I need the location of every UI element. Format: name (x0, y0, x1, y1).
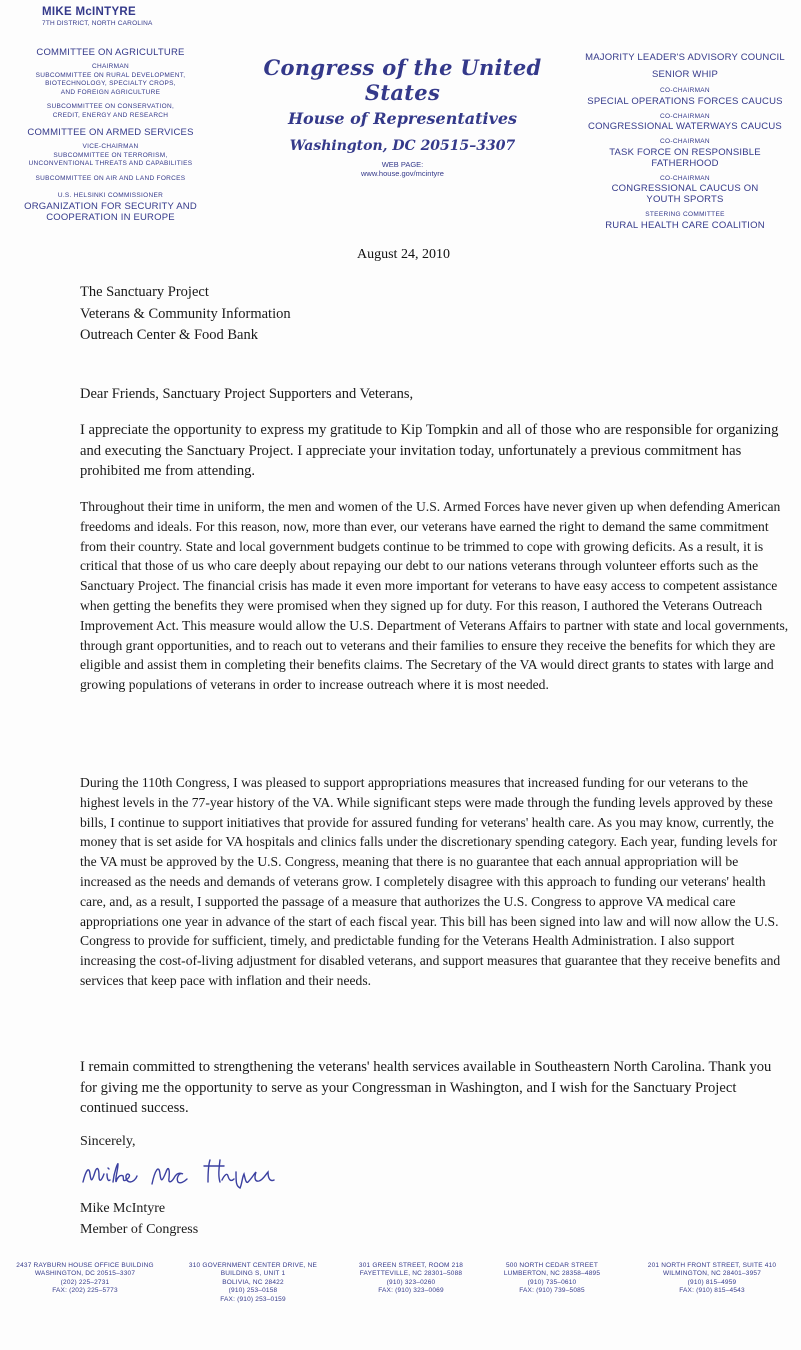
office-address (10, 1262, 160, 1296)
caucus-role: CO-CHAIRMAN (660, 174, 710, 182)
signer-name: Mike McIntyre (80, 1201, 166, 1216)
address-line: (910) 253–0158 (228, 1287, 278, 1295)
caucus-role: CO-CHAIRMAN (660, 112, 710, 120)
recipient-line: The Sanctuary Project (80, 284, 209, 300)
advisory-council: MAJORITY LEADER'S ADVISORY COUNCIL (585, 52, 785, 63)
signer-title: Member of Congress (80, 1222, 199, 1237)
caucus-role: CO-CHAIRMAN (660, 87, 710, 94)
osce-line: ORGANIZATION FOR SECURITY AND (24, 200, 197, 212)
caucus-name: CONGRESSIONAL WATERWAYS CAUCUS (588, 121, 782, 132)
office-address (487, 1262, 617, 1296)
committee-armed-services: COMMITTEE ON ARMED SERVICES (27, 127, 194, 138)
recipient-block (80, 282, 790, 347)
agriculture-sub-line: AND FOREIGN AGRICULTURE (60, 88, 161, 96)
caucus-role: CO-CHAIRMAN (660, 138, 710, 145)
member-name: MIKE McINTYRE (42, 6, 136, 18)
caucus-name: YOUTH SPORTS (646, 194, 724, 205)
armed-services-sub-line: SUBCOMMITTEE ON TERRORISM, (53, 151, 168, 159)
address-line: WASHINGTON, DC 20515–3307 (34, 1270, 136, 1278)
office-address (632, 1262, 792, 1296)
letter-date: August 24, 2010 (357, 247, 450, 262)
handwritten-signature (80, 1152, 320, 1192)
signer-block (80, 1198, 790, 1240)
address-line: FAYETTEVILLE, NC 28301–5088 (359, 1270, 463, 1278)
agriculture-sub-line: CREDIT, ENERGY AND RESEARCH (52, 111, 169, 119)
address-line: 310 GOVERNMENT CENTER DRIVE, NE (188, 1262, 318, 1269)
agriculture-role: CHAIRMAN (91, 63, 130, 70)
office-address (182, 1262, 324, 1304)
paragraph-3: During the 110th Congress, I was pleased to support appropriations measures that increased funding for our veterans to the highest levels in the 77-year history of the VA. While significant steps were made through the funding levels approved by these bills, I continue to support initiatives that provide for assured funding for veterans' health care. As you may know, currently, the money that is set aside for VA hospitals and clinics falls under the discretionary spending category. Each year, funding levels for the VA must be approved by the U.S. Congress, meaning that there is no guarantee that each annual appropriation will be increased as the needs and demands of veterans grow. I completely disagree with this approach to funding our veterans' health care, and, as a result, I supported the passage of a measure that authorizes the U.S. Congress to approve VA medical care appropriations one year in advance of the start of each fiscal year. This bill has been signed into law and will now allow the U.S. Congress to provide for sufficient, timely, and predictable funding for the Veterans Health Administration. I also support increasing the cost-of-living adjustment for disabled veterans, and support measures that guarantee that they receive benefits and services that keep pace with inflation and their needs. (80, 775, 781, 988)
address-line: (910) 815–4959 (687, 1278, 737, 1286)
salutation: Dear Friends, Sanctuary Project Supporters and Veterans, (80, 386, 414, 402)
recipient-line: Veterans & Community Information (80, 305, 291, 322)
address-line: FAX: (202) 225–5773 (52, 1287, 118, 1295)
address-line: BOLIVIA, NC 28422 (222, 1278, 284, 1286)
caucus-name: CONGRESSIONAL CAUCUS ON (611, 183, 759, 194)
caucus-name: SPECIAL OPERATIONS FORCES CAUCUS (587, 95, 783, 107)
house-title: House of Representatives (287, 109, 518, 128)
congress-title: Congress of the United States (263, 55, 542, 105)
address-line: FAX: (910) 815–4543 (679, 1287, 745, 1295)
address-line: FAX: (910) 253–0159 (220, 1295, 286, 1303)
address-line: (202) 225–2731 (60, 1278, 110, 1286)
armed-services-role: VICE-CHAIRMAN (82, 143, 139, 150)
agriculture-sub-line: BIOTECHNOLOGY, SPECIALTY CROPS, (45, 80, 176, 87)
caucus-name: RURAL HEALTH CARE COALITION (605, 219, 765, 231)
committee-agriculture: COMMITTEE ON AGRICULTURE (36, 47, 185, 58)
caucus-name: TASK FORCE ON RESPONSIBLE (609, 146, 761, 158)
address-line: FAX: (910) 739–5085 (519, 1287, 585, 1295)
paragraph-1: I appreciate the opportunity to express my gratitude to Kip Tompkin and all of those who are responsible for organizing and executing the Sanctuary Project. I appreciate your invitation today, unfortunately a previous commitment has prohibited me from attending. (80, 422, 779, 480)
senior-whip: SENIOR WHIP (651, 69, 719, 80)
washington-address: Washington, DC 20515–3307 (289, 138, 516, 154)
address-line: 201 NORTH FRONT STREET, SUITE 410 (647, 1262, 777, 1269)
letterhead-right (577, 52, 793, 231)
address-line: LUMBERTON, NC 28358–4895 (503, 1270, 601, 1278)
agriculture-sub-line: SUBCOMMITTEE ON RURAL DEVELOPMENT, (35, 71, 186, 79)
recipient-line: Outreach Center & Food Bank (80, 327, 258, 343)
armed-services-sub-line: SUBCOMMITTEE ON AIR AND LAND FORCES (35, 174, 186, 182)
paragraph-2: Throughout their time in uniform, the men and women of the U.S. Armed Forces have never given up when defending American freedoms and ideals. For this reason, now, more than ever, our veterans have earned the right to demand the same commitment from their country. State and local government budgets continue to be trimmed to cope with growing deficits. As a result, it is critical that those of us who care deeply about repaying our debt to our nations veterans through volunteer efforts such as the Sanctuary Project. The financial crisis has made it even more important for veterans to have easy access to competent assistance when getting the benefits they were promised when they signed up for duty. For this reason, I authored the Veterans Outreach Improvement Act. This measure would allow the U.S. Department of Veterans Affairs to partner with state and local governments, through grant opportunities, and to reach out to veterans and their families to ensure they receive the benefits for which they are eligible and assist them in completing their benefits claims. The Secretary of the VA would direct grants to states with large and growing populations of veterans in order to increase outreach where it is most needed. (80, 499, 789, 693)
address-line: 2437 RAYBURN HOUSE OFFICE BUILDING (16, 1262, 154, 1269)
address-line: WILMINGTON, NC 28401–3957 (662, 1270, 762, 1278)
osce-line: COOPERATION IN EUROPE (46, 211, 175, 223)
address-line: (910) 735–0610 (527, 1278, 577, 1286)
caucus-name: FATHERHOOD (651, 157, 719, 169)
agriculture-sub-line: SUBCOMMITTEE ON CONSERVATION, (46, 103, 175, 110)
address-line: 500 NORTH CEDAR STREET (505, 1262, 599, 1269)
paragraph-4: I remain committed to strengthening the veterans' health services available in Southeastern North Carolina. Thank you for giving me the opportunity to serve as your Congressman in Washington, and I wish for the Sanctuary Project continued success. (80, 1059, 772, 1116)
address-line: BUILDING S, UNIT 1 (220, 1270, 286, 1278)
letterhead-left (8, 6, 213, 223)
armed-services-sub-line: UNCONVENTIONAL THREATS AND CAPABILITIES (28, 160, 193, 167)
address-line: FAX: (910) 323–0069 (378, 1287, 444, 1295)
address-line: 301 GREEN STREET, ROOM 218 (358, 1262, 464, 1269)
office-address (346, 1262, 476, 1296)
member-district: 7TH DISTRICT, NORTH CAROLINA (42, 20, 153, 27)
web-label: WEB PAGE: (381, 160, 424, 169)
address-line: (910) 323–0260 (386, 1278, 436, 1286)
letterhead-center (225, 55, 580, 178)
closing: Sincerely, (80, 1134, 136, 1149)
helsinki-commissioner: U.S. HELSINKI COMMISSIONER (57, 192, 164, 199)
web-url: www.house.gov/mcintyre (361, 169, 444, 178)
caucus-role: STEERING COMMITTEE (645, 211, 725, 218)
